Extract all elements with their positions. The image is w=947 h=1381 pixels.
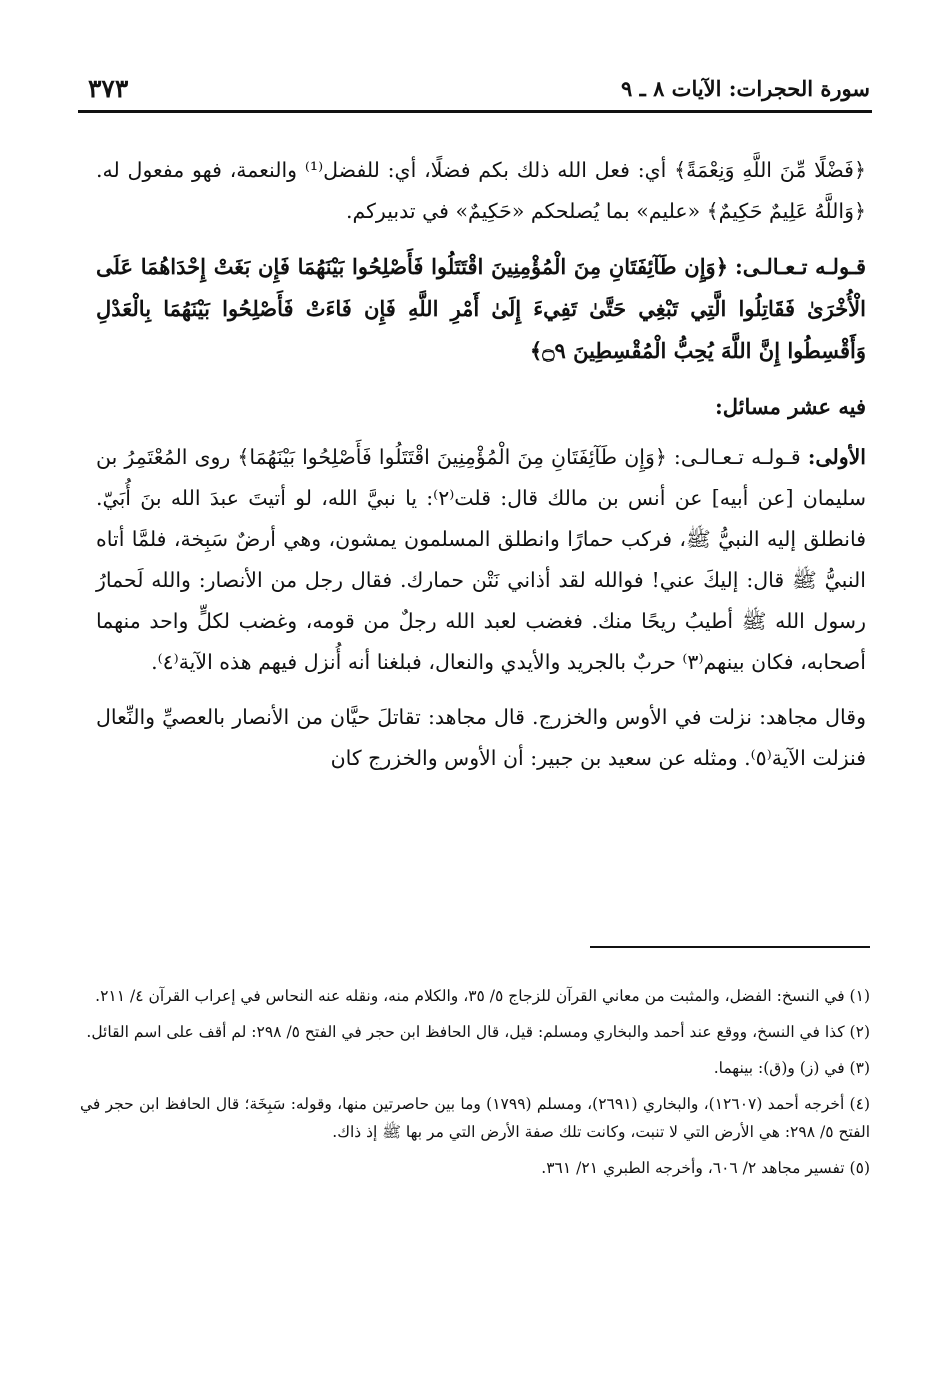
issue-label: الأولى:	[807, 445, 866, 469]
paragraph-mujahid: وقال مجاهد: نزلت في الأوس والخزرج. قال مجاهد: تقاتلَ حيَّان من الأنصار بالعصيِّ والنِّعال فنزلت الآية⁽٥⁾. ومثله عن سعيد بن جبير: أن الأوس والخزرج كان	[96, 705, 866, 770]
main-text	[96, 150, 866, 787]
footnote-2: (٢) كذا في النسخ، ووقع عند أحمد والبخاري ومسلم: قيل، قال الحافظ ابن حجر في الفتح ٥/ ٢٩٨: لم أقف على اسم القائل.	[86, 1023, 870, 1041]
paragraph-first-issue	[96, 437, 866, 683]
issue-text: قـولـه تـعـالـى: ﴿وَإِن طَآئِفَتَانِ مِنَ الْمُؤْمِنِينَ اقْتَتَلُوا فَأَصْلِحُوا بَيْنَهُمَا﴾ روى المُعْتَمِرُ بن سليمان [عن أبيه] عن أنس بن مالك قال: قلت⁽٢⁾: يا نبيَّ الله، لو أتيتَ عبدَ الله بنَ أُبَيّ. فانطلق إليه النبيُّ ﷺ، فركب حمارًا وانطلق المسلمون يمشون، وهي أرضٌ سَبِخة، فلمَّا أتاه النبيُّ ﷺ قال: إليكَ عني! فوالله لقد أذاني نَتْن حمارك. فقال رجل من الأنصار: والله لَحمارُ رسول الله ﷺ أطيبُ ريحًا منك. فغضب لعبد الله رجلٌ من قومه، وغضب لكلٍّ واحد منهما أصحابه، فكان بينهم⁽٣⁾ حربٌ بالجريد والأيدي والنعال، فبلغنا أنه أُنزل فيهم هذه الآية⁽٤⁾.	[96, 445, 866, 674]
verse-block	[96, 246, 866, 372]
page-number: ٣٧٣	[88, 74, 129, 103]
surah-title: سورة الحجرات: الآيات ٨ ـ ٩	[621, 76, 870, 101]
section-title: فيه عشر مسائل:	[715, 394, 866, 419]
verse-label: قـولـه تـعـالـى:	[734, 254, 866, 279]
running-header	[80, 70, 870, 110]
footnote-3: (٣) في (ز) و(ق): بينهما.	[713, 1059, 870, 1077]
paragraph-intro: ﴿فَضْلًا مِّنَ اللَّهِ وَنِعْمَةً﴾ أي: فعل الله ذلك بكم فضلًا، أي: للفضل⁽¹⁾ والنعمة، فهو مفعول له. ﴿وَاللَّهُ عَلِيمٌ حَكِيمٌ﴾ «عليم» بما يُصلحكم «حَكِيمٌ» في تدبيركم.	[96, 158, 866, 223]
footnotes	[80, 982, 870, 1190]
footnote-5: (٥) تفسير مجاهد ٢/ ٦٠٦، وأخرجه الطبري ٢١/ ٣٦١.	[541, 1159, 870, 1177]
footnote-separator	[590, 946, 870, 948]
header-rule	[78, 110, 872, 113]
footnote-1: (١) في النسخ: الفضل، والمثبت من معاني القرآن للزجاج ٥/ ٣٥، والكلام منه، ونقله عنه النحاس في إعراب القرآن ٤/ ٢١١.	[95, 987, 870, 1005]
footnote-4: (٤) أخرجه أحمد (١٢٦٠٧)، والبخاري (٢٦٩١)، ومسلم (١٧٩٩) وما بين حاصرتين منها، وقوله: سَبِخَة؛ قال الحافظ ابن حجر في الفتح ٥/ ٢٩٨: هي الأرض التي لا تنبت، وكانت تلك صفة الأرض التي مر بها ﷺ إذ ذاك.	[80, 1095, 870, 1141]
verse-text: ﴿وَإِن طَآئِفَتَانِ مِنَ الْمُؤْمِنِينَ اقْتَتَلُوا فَأَصْلِحُوا بَيْنَهُمَا فَإِن بَغَتْ إِحْدَاهُمَا عَلَى الْأُخْرَىٰ فَقَاتِلُوا الَّتِي تَبْغِي حَتَّىٰ تَفِيءَ إِلَىٰ أَمْرِ اللَّهِ فَإِن فَاءَتْ فَأَصْلِحُوا بَيْنَهُمَا بِالْعَدْلِ وَأَقْسِطُوا إِنَّ اللَّهَ يُحِبُّ الْمُقْسِطِينَ ۝٩﴾	[96, 254, 866, 363]
